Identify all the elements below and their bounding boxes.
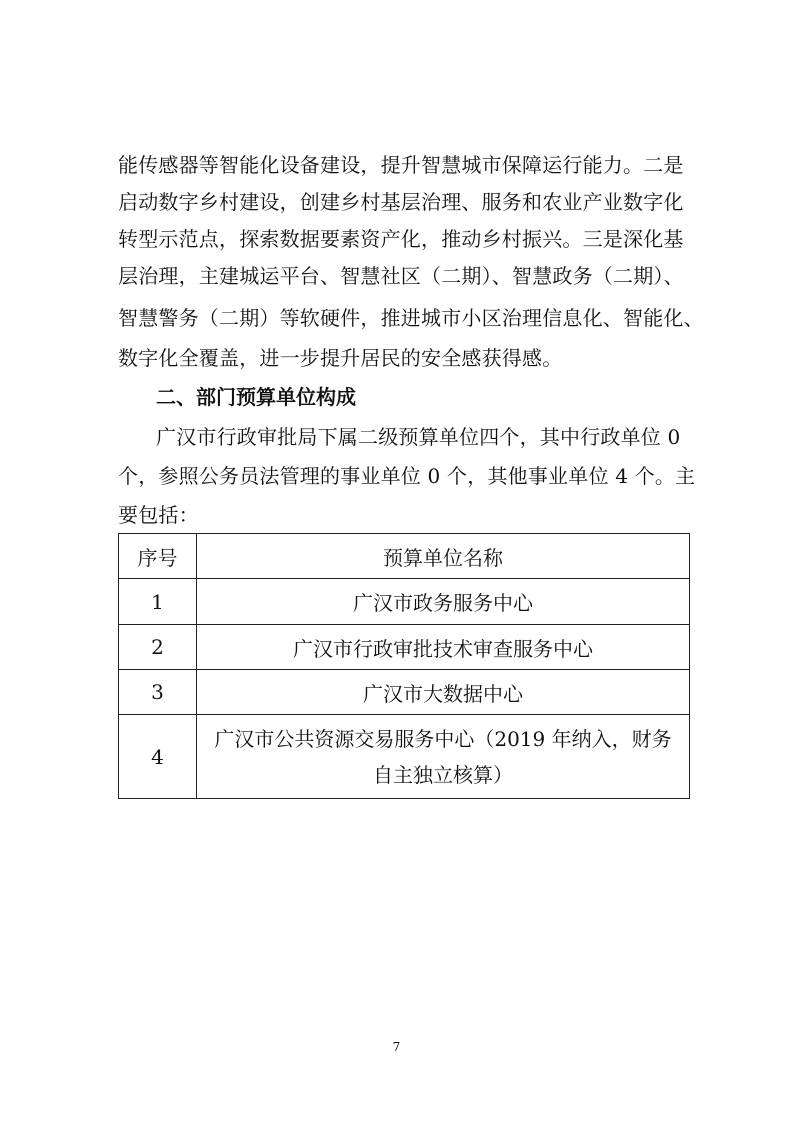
body-text-line: 要包括： — [118, 503, 199, 527]
body-text-line: 个，参照公务员法管理的事业单位 0 个，其他事业单位 4 个。主 — [118, 464, 696, 488]
body-text-line: 广汉市行政审批局下属二级预算单位四个，其中行政单位 0 — [156, 425, 681, 449]
body-text-line: 能传感器等智能化设备建设，提升智慧城市保障运行能力。二是 — [118, 153, 684, 177]
cell-name — [197, 715, 690, 799]
page-number: 7 — [392, 1040, 401, 1054]
cell-name: 广汉市大数据中心 — [197, 670, 690, 715]
cell-name-line: 自主独立核算） — [373, 762, 513, 787]
header-cell-name: 预算单位名称 — [197, 534, 690, 579]
cell-no: 3 — [119, 670, 197, 715]
body-text-line: 智慧警务（二期）等软硬件，推进城市小区治理信息化、智能化、 — [118, 306, 704, 330]
body-text-line: 转型示范点，探索数据要素资产化，推动乡村振兴。三是深化基 — [118, 227, 684, 251]
cell-name-line: 广汉市公共资源交易服务中心（2019 年纳入，财务 — [214, 726, 672, 751]
table-row — [119, 670, 690, 715]
cell-no: 2 — [119, 625, 197, 670]
cell-no: 1 — [119, 579, 197, 625]
budget-units-table — [118, 533, 690, 799]
body-text-line: 启动数字乡村建设，创建乡村基层治理、服务和农业产业数字化 — [118, 190, 684, 214]
header-cell-no: 序号 — [119, 534, 197, 579]
table-row — [119, 579, 690, 625]
cell-name: 广汉市行政审批技术审查服务中心 — [197, 625, 690, 670]
table-header-row — [119, 534, 690, 579]
body-text-line: 层治理，主建城运平台、智慧社区（二期）、智慧政务（二期）、 — [118, 264, 684, 288]
body-text-line: 数字化全覆盖，进一步提升居民的安全感获得感。 — [118, 346, 563, 370]
table-row — [119, 625, 690, 670]
table-row — [119, 715, 690, 799]
cell-name: 广汉市政务服务中心 — [197, 579, 690, 625]
section-heading: 二、部门预算单位构成 — [156, 385, 356, 409]
cell-no: 4 — [119, 715, 197, 799]
